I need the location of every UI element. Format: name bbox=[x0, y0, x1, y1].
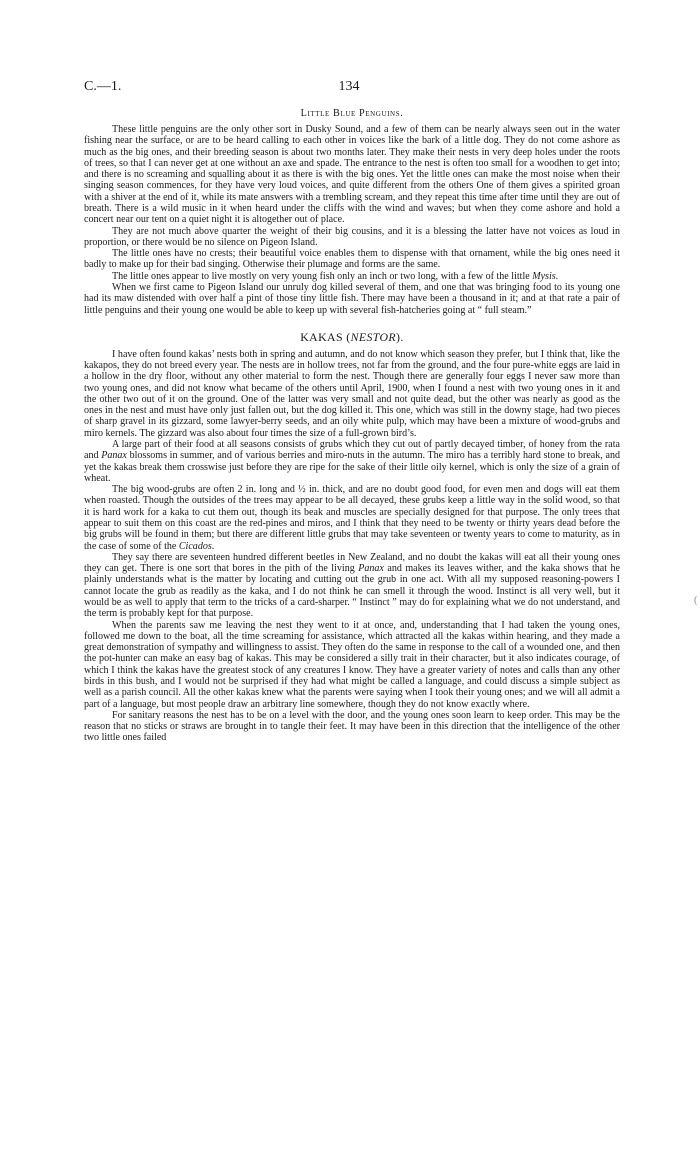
paragraph: When we first came to Pigeon Island our unruly dog killed several of them, and one that was bringing food to its young one had its maw distended with over half a pint of those tiny little fish. There may have been a thousand in it; and at that rate a pair of little penguins and their young one would be able to keep up with several fish-hatcheries going at “ full steam.” bbox=[84, 281, 620, 316]
text-run: blossoms in summer, and of various berries and miro-nuts in the autumn. The miro has a terribly hard stone to break, and yet the kakas break them crosswise just before they are ripe for the sake of their little oily kernel, which is only the size of a grain of wheat. bbox=[84, 450, 620, 484]
paragraph: For sanitary reasons the nest has to be on a level with the door, and the young ones soon learn to keep order. This may be the reason that no sticks or straws are brought in to tangle their feet. It may have been in this direction that the intelligence of the other two little ones failed bbox=[84, 709, 620, 744]
title-text: KAKAS ( bbox=[300, 329, 351, 344]
document-reference: C.—1. bbox=[84, 79, 122, 94]
page-header bbox=[84, 79, 614, 99]
italic-term: Cicados bbox=[178, 540, 212, 552]
paragraph bbox=[84, 439, 620, 484]
paragraph: I have often found kakas’ nests both in spring and autumn, and do not know which season they prefer, but I think that, like the kakapos, they do not breed every year. The nests are in hollow trees, not far from the ground, and the four pure-white eggs are laid in a hollow in the dry floor, without any other material to form the nest. Though there are generally four eggs I never saw more than two young ones, and did not know what became of the others until April, 1900, when I found a nest with two young ones in it and the other two out of it on the ground. One of the latter was very small and not quite dead, but the other was nearly as good as the ones in the nest and must have only just fallen out, but the dog killed it. This one, which was still in the downy stage, had two pieces of sharp gravel in its gizzard, some lawyer-berry seeds, and an oily white pulp, which may have been a mixture of wood-grubs and miro kernels. The gizzard was also about four times the size of a full-grown bird’s. bbox=[84, 348, 620, 439]
paragraph bbox=[84, 484, 620, 552]
text-run: A large part of their food at all seasons consists of grubs which they cut out of partly decayed timber, of honey from the rata and bbox=[84, 439, 620, 462]
text-run: The little ones appear to live mostly on very young fish only an inch or two long, with a few of the little bbox=[112, 270, 533, 282]
text-run: They say there are seventeen hundred different beetles in New Zealand, and no doubt the kakas will eat all their young ones they can get. There is one sort that bores in the pith of the living bbox=[84, 551, 620, 575]
margin-mark: ( bbox=[694, 595, 698, 606]
text-run: . bbox=[211, 540, 215, 552]
italic-term: Panax bbox=[101, 450, 127, 462]
paragraph: These little penguins are the only other sort in Dusky Sound, and a few of them can be nearly always seen out in the water fishing near the surface, or are to be heard calling to each other in voices like the bark of a little dog. They do not come ashore as much as the big ones, and their breeding season is about two months later. They make their nests in very deep holes under the roots of trees, so that I can never get at one without an axe and spade. The entrance to the nest is often too small for a woodhen to get into; and there is no screaming and squalling about it as there is with the big ones. Yet the little ones can make the most noise when their singing season commences, for they have very loud voices, and quite different from the others One of them gives a spirited groan with a shiver at the end of it, while its mate answers with a trembling scream, and they repeat this time after time until they are out of breath. There is a wild music in it when heard under the cliffs with the wind and waves; but when they come ashore and hold a concert near our tent on a quiet night it is altogether out of place. bbox=[84, 124, 620, 226]
page-body bbox=[84, 108, 620, 744]
paragraph bbox=[84, 271, 620, 282]
title-text: ). bbox=[396, 329, 404, 344]
section-title-little-blue-penguins: Little Blue Penguins. bbox=[300, 108, 404, 119]
text-run: and makes its leaves wither, and the kaka shows that he plainly understands what is the matter by locating and cutting out the grub in one act. With all my supposed reasoning-powers I cannot locate the grub as readily as the kaka, and I do not think he can smell it through the wood. Instinct is all very well, but it would be as well to apply that term to the tricks of a card-sharper. “ Instinct ” may do for explaining what we do not understand, and the term is probably kept for that purpose. bbox=[84, 563, 621, 620]
paragraph bbox=[84, 552, 620, 620]
paragraph: When the parents saw me leaving the nest they went to it at once, and, understanding that I had taken the young ones, followed me down to the boat, all the time screaming for assistance, which attracted all the kakas within hearing, and they made a great demonstration of sympathy and willingness to assist. They often do the same in response to the call of a wounded one, and then the pot-hunter can make an easy bag of kakas. This may be considered a silly trait in their character, but it also indicates courage, of which I think the kakas have the greatest stock of any creatures I know. They have a greater variety of notes and calls than any other birds in this bush, and I would not be surprised if they had what might be called a language, and could discuss a simple subject as well as a parish council. All the other kakas knew what the parents were saying when I took their young ones; and we will all admit a part of a language, but most people draw an arbitrary line somewhere, though they do not know exactly where. bbox=[84, 619, 620, 710]
italic-term: NESTOR bbox=[350, 329, 397, 344]
text-run: . bbox=[555, 270, 559, 282]
paragraph: The little ones have no crests; their beautiful voice enables them to dispense with that ornament, while the big ones need it badly to make up for their bad singing. Otherwise their plumage and forms are the same. bbox=[84, 248, 620, 271]
paragraph: They are not much above quarter the weight of their big cousins, and it is a blessing the latter have not voices as loud in proportion, or there would be no silence on Pigeon Island. bbox=[84, 225, 620, 248]
italic-term: Mysis bbox=[532, 270, 556, 282]
text-run: The big wood-grubs are often 2 in. long and ½ in. thick, and are no doubt good food, for even men and dogs will eat them when roasted. Though the outsides of the trees may appear to be all decayed, these grubs keep a little way in the solid wood, so that it is hard work for a kaka to cut them out, though its beak and muscles are specially designed for that purpose. The only trees that appear to suit them on this coast are the red-pines and miros, and I think that they need to be twenty or thirty years dead before the big grubs will be found in them; but there are different little grubs that may take seventeen or twenty years to come to maturity, as in the case of some of the bbox=[84, 484, 620, 552]
section-title-kakas bbox=[84, 330, 620, 345]
italic-term: Panax bbox=[358, 563, 384, 575]
page-number: 134 bbox=[338, 79, 360, 94]
